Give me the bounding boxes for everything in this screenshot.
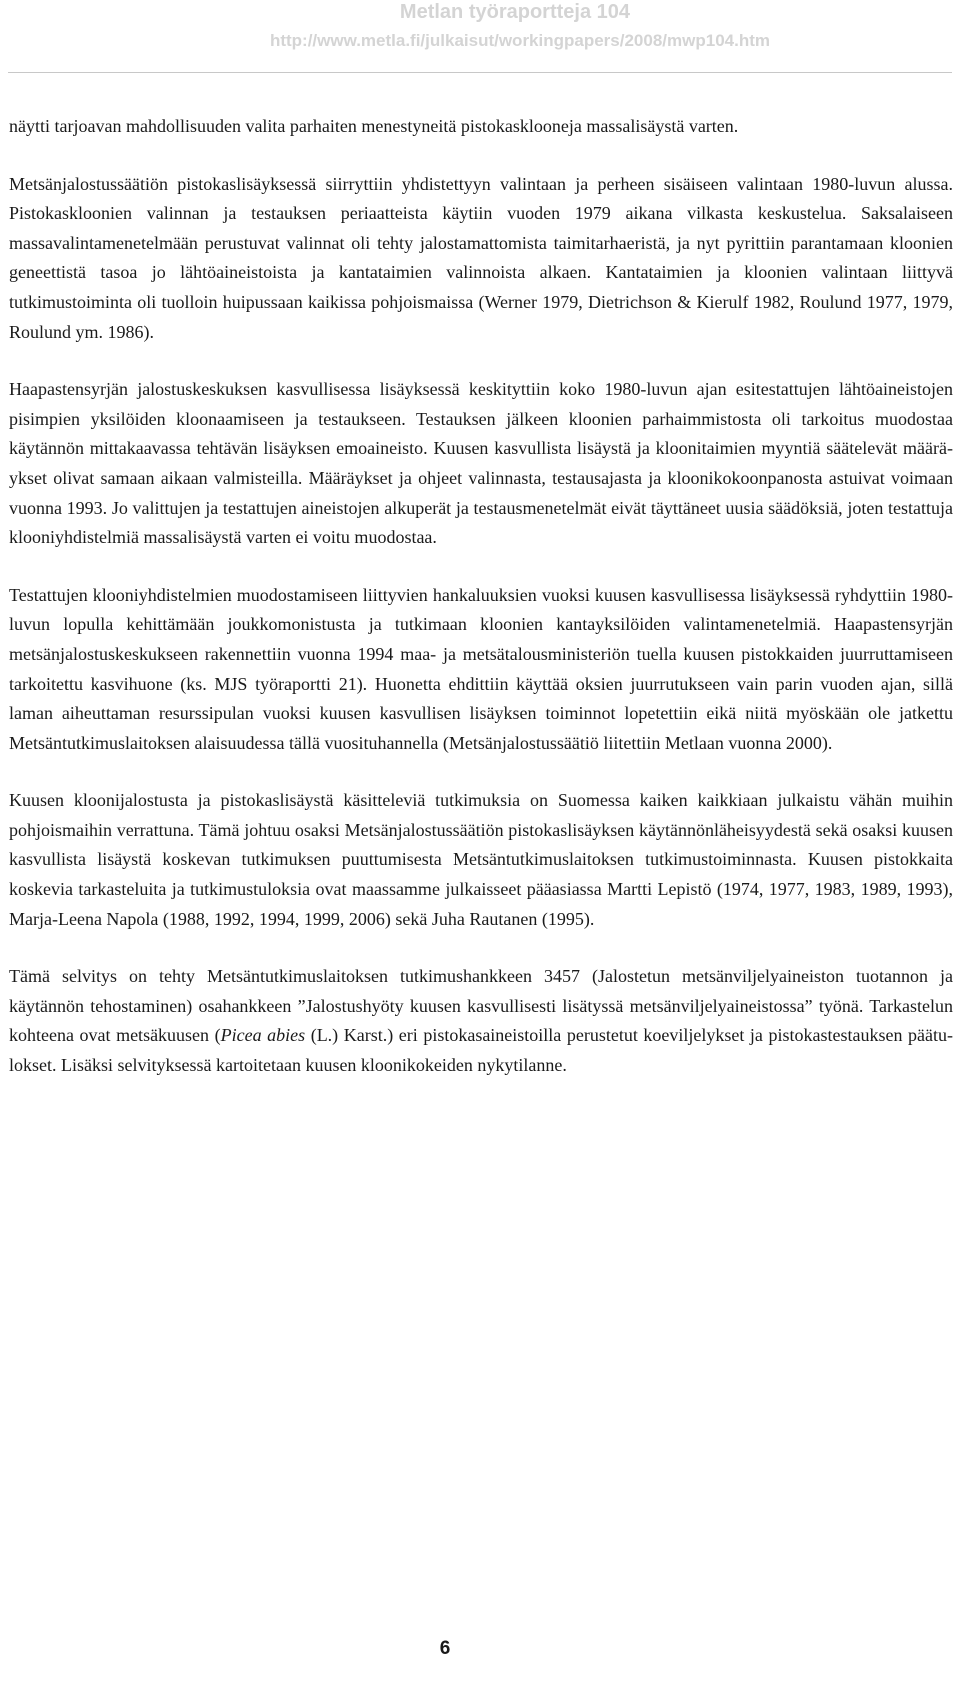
paragraph: Haapastensyrjän jalostuskeskuksen kasvullisessa lisäyksessä keskityttiin koko 1980-luvun ajan esitestattujen lähtöaineistojen pisimpien yksilöiden kloonaamiseen ja testaukseen. Testauksen jälkeen kloonien parhaimmistosta oli tarkoitus muodostaa käytännön mittakaavassa tehtävän lisäyksen emoaineisto. Kuusen kasvullista lisäystä ja kloonitaimien myyntiä säätelevät määräykset olivat samaan aikaan valmisteilla. Määräykset ja ohjeet valinnasta, testausajasta ja kloonikokoonpanosta astuivat voimaan vuonna 1993. Jo valittujen ja testattujen aineistojen alkuperät ja testausmenetelmät eivät täyttäneet uusia säädöksiä, joten testattuja klooniyhdistelmiä massalisäystä varten ei voitu muodostaa. bbox=[9, 379, 953, 548]
paragraph-text: (L.) Karst.) eri pistokasaineistoilla perustetut koeviljelykset ja pistokastestauksen päätulokset. Lisäksi selvityksessä kartoitetaan kuusen kloonikokeiden nykytilanne. bbox=[9, 1025, 953, 1076]
header-rule bbox=[8, 72, 952, 73]
paragraph-text: Tämä selvitys on tehty Metsäntutkimuslaitoksen tutkimushankkeen 3457 (Jalostetun metsänviljelyaineiston tuotannon ja käytännön tehostaminen) osahankkeen ”Jalostushyöty kuusen kasvullisesti lisätyssä metsänviljelyaineistossa” työnä. Tarkastelun kohteena ovat metsäkuusen ( bbox=[9, 966, 953, 1046]
paragraph: näytti tarjoavan mahdollisuuden valita parhaiten menestyneitä pistokasklooneja massalisäystä varten. bbox=[9, 116, 739, 136]
body-text bbox=[9, 112, 953, 1109]
species-name: Picea abies bbox=[220, 1025, 306, 1046]
paragraph bbox=[9, 962, 953, 1080]
page-number: 6 bbox=[439, 1638, 451, 1659]
paragraph: Testattujen klooniyhdistelmien muodostamiseen liittyvien hankaluuksien vuoksi kuusen kasvullisessa lisäyksessä ryhdyttiin 1980-luvun lopulla kehittämään joukkomonistusta ja tutkimaan kloonien kantayksilöiden valintamenetelmiä. Haapastensyrjän metsänjalostuskeskukseen rakennettiin vuonna 1994 maa- ja metsätalousministeriön tuella kuusen pistokkaiden juurruttamiseen tarkoitettu kasvihuone (ks. MJS työraportti 21). Huonetta ehdittiin käyttää oksien juurrutukseen vain parin vuoden ajan, sillä laman aiheuttaman resurssipulan vuoksi kuusen kasvullisen lisäyksen toiminnot lopetettiin eikä niitä myöskään ole jatkettu Metsäntutkimuslaitoksen alaisuudessa tällä vuosituhannella (Metsänjalostussäätiö liitettiin Metlaan vuonna 2000). bbox=[9, 584, 953, 753]
paragraph: Kuusen kloonijalostusta ja pistokaslisäystä käsitteleviä tutkimuksia on Suomessa kaiken kaikkiaan julkaistu vähän muihin pohjoismaihin verrattuna. Tämä johtuu osaksi Metsänjalostussäätiön pistokaslisäyksen käytännönläheisyydestä sekä osaksi kuusen kasvullista lisäystä koskevan tutkimuksen puuttumisesta Metsäntutkimuslaitoksen tutkimustoiminnasta. Kuusen pistokkaita koskevia tarkasteluita ja tutkimustuloksia ovat maassamme julkaisseet pääasiassa Martti Lepistö (1974, 1977, 1983, 1989, 1993), Marja-Leena Napola (1988, 1992, 1994, 1999, 2006) sekä Juha Rautanen (1995). bbox=[9, 790, 953, 929]
paragraph: Metsänjalostussäätiön pistokaslisäyksessä siirryttiin yhdistettyyn valintaan ja perheen sisäiseen valintaan 1980-luvun alussa. Pistokaskloonien valinnan ja testauksen periaatteista käytiin vuoden 1979 aikana vilkasta keskustelua. Saksalaiseen massavalintamenetelmään perustuvat valinnat oli tehty jalostamattomista taimitarhaeristä, ja nyt pyrittiin parantamaan kloonien geneettistä tasoa jo lähtöaineistoista ja kantataimien valinnoista alkaen. Kantataimien ja kloonien valintaan liittyvä tutkimustoiminta oli tuolloin huipussaan kaikissa pohjoismaissa (Werner 1979, Dietrichson & Kierulf 1982, Roulund 1977, 1979, Roulund ym. 1986). bbox=[9, 173, 953, 342]
series-title: Metlan työraportteja 104 bbox=[399, 1, 630, 23]
publication-url[interactable]: http://www.metla.fi/julkaisut/workingpapers/2008/mwp104.htm bbox=[269, 31, 770, 50]
